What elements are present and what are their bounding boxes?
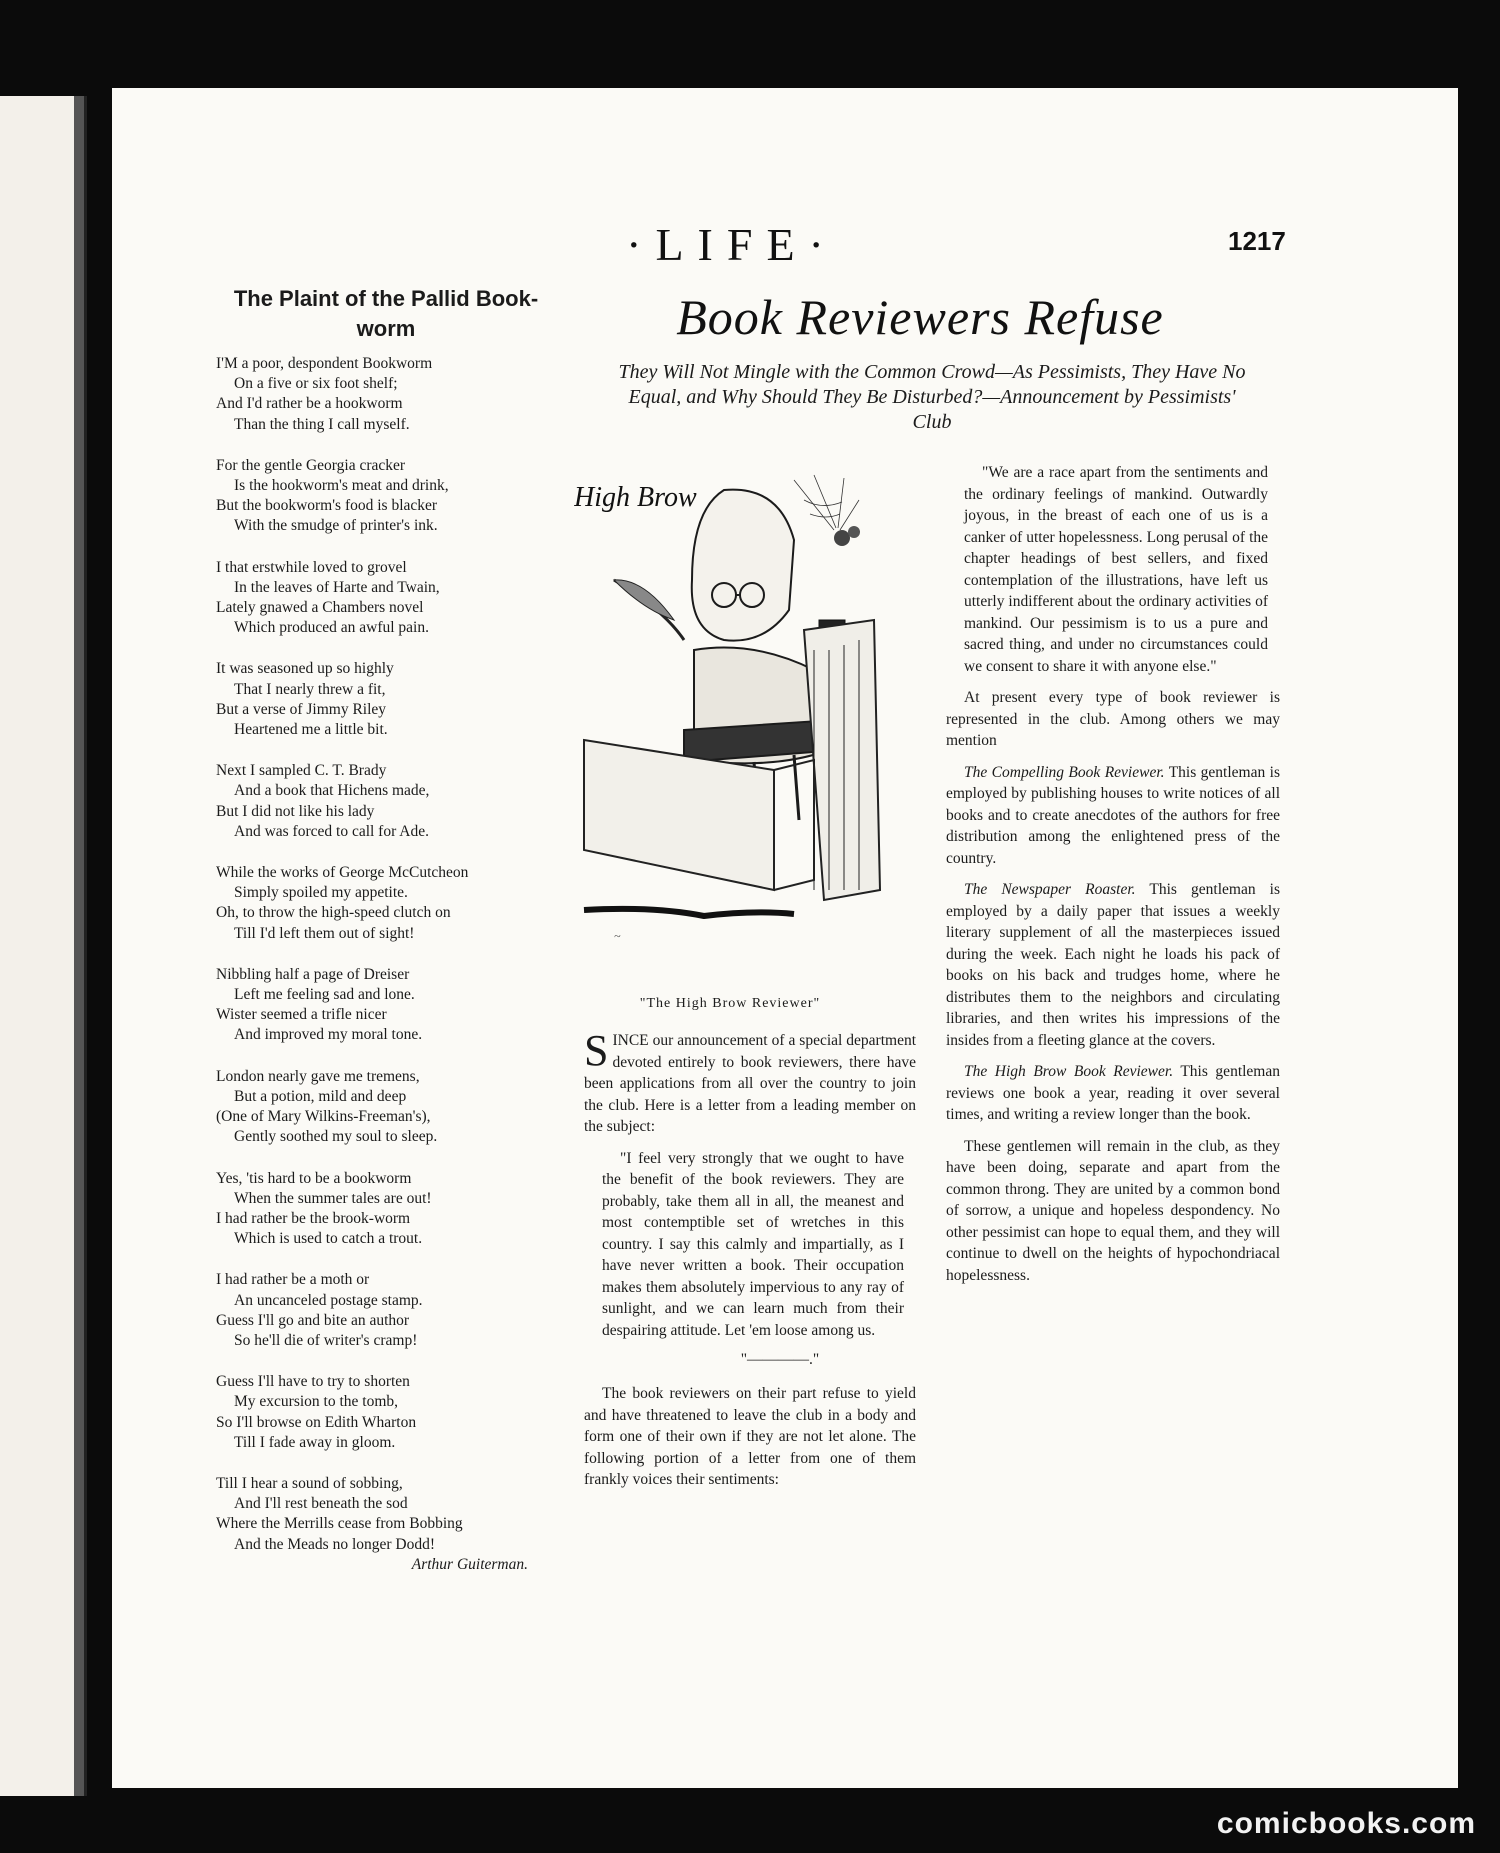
poem-line: But a verse of Jimmy Riley [216,700,387,718]
poem-line: Yes, 'tis hard to be a bookworm [216,1169,412,1187]
poem-line: Next I sampled C. T. Brady [216,762,387,780]
poem-line: Till I hear a sound of sobbing, [216,1474,403,1492]
poem-title: The Plaint of the Pallid Book-worm [233,286,539,341]
article-column-right [946,462,1280,1296]
poem-line: I had rather be a moth or [216,1271,370,1289]
poem-line: Is the hookworm's meat and drink, [234,477,449,495]
second-letter-quote: "We are a race apart from the sentiments and the ordinary feelings of mankind. Outwardly joyous, in the breast of each one of us is a canker of utter hopelessness. Long perusal of the chapter headings of best sellers, and fixed contemplation of the illustrations, have left us utterly indifferent about the ordinary activities of mankind. Our pessimism is to us a pure and sacred thing, and under no circumstances could we consent to share it with anyone else." [964,464,1268,675]
paragraph-4: These gentlemen will remain in the club, as they have been doing, separate and apart from the common throng. They are united by a common bond of sorrow, a unique and hopeless despondency. No other pessimist can hope to equal them, and they will continue to dwell on the heights of hypochondriacal hopelessness. [946,1137,1280,1284]
poem-line: When the summer tales are out! [234,1189,432,1207]
poem-line: Guess I'll have to try to shorten [216,1373,410,1391]
poem-line: Where the Merrills cease from Bobbing [216,1515,463,1533]
poem-line: On a five or six foot shelf; [234,375,398,393]
poem-stanza [216,1067,556,1148]
poem-line: With the smudge of printer's ink. [234,517,438,535]
poem-line: Wister seemed a trifle nicer [216,1006,387,1024]
poem-stanza [216,1372,556,1453]
poem-line: (One of Mary Wilkins-Freeman's), [216,1108,431,1126]
poem-line: And was forced to call for Ade. [234,822,429,840]
poem-stanza [216,761,556,842]
spider-web-drawing [794,475,859,530]
poem-line: Oh, to throw the high-speed clutch on [216,904,451,922]
article-headline: Book Reviewers Refuse [676,289,1164,345]
poem-line: But the bookworm's food is blacker [216,497,438,515]
reviewer-type-newspaper: The Newspaper Roaster. This gentleman is employed by a daily paper that issues a weekly literary supplement of all the masterpieces issued during the week. Each night he loads his pack of books on his back and trudges home, where he distributes them to the neighbors and circulating libraries, and then writes his impressions of the insides from a fleeting glance at the covers. [946,881,1281,1049]
poem-line: And I'll rest beneath the sod [234,1495,408,1513]
poem-line: Than the thing I call myself. [234,415,410,433]
article-deck: They Will Not Mingle with the Common Crowd—As Pessimists, They Have No Equal, and Why Should They Be Disturbed?—Announcement by Pessimists' Club [618,361,1246,433]
page-number: 1217 [1228,226,1286,256]
poem-stanzas [216,354,556,1555]
poem-line: And improved my moral tone. [234,1026,423,1044]
poem-line: Gently soothed my soul to sleep. [234,1128,438,1146]
poem-line: That I nearly threw a fit, [234,680,386,698]
poem-line: An uncanceled postage stamp. [234,1291,423,1309]
poem-line: Which is used to catch a trout. [234,1230,423,1248]
poem-line: But I did not like his lady [216,802,375,820]
flower-drawing [834,530,850,546]
poem [216,284,556,1574]
poem-author: Arthur Guiterman. [411,1555,528,1573]
poem-line: Till I'd left them out of sight! [234,924,415,942]
poem-line: London nearly gave me tremens, [216,1067,420,1085]
intro-paragraph: SINCE our announcement of a special department devoted entirely to book reviewers, there have been applications from all over the country to join the club. Here is a letter from a leading member on the subject: [584,1026,916,1135]
poem-line: So I'll browse on Edith Wharton [216,1413,417,1431]
poem-line: Guess I'll go and bite an author [216,1311,410,1329]
poem-line: For the gentle Georgia cracker [216,456,406,474]
illustration-label: High Brow [574,482,697,513]
poem-line: While the works of George McCutcheon [216,864,469,882]
poem-line: So he'll die of writer's cramp! [234,1331,418,1349]
watermark: comicbooks.com [1216,1807,1476,1840]
poem-stanza [216,659,556,740]
poem-line: But a potion, mild and deep [234,1087,407,1105]
poem-line: I had rather be the brook-worm [216,1209,411,1227]
ground-hatching [584,909,794,916]
paragraph-3: At present every type of book reviewer is represented in the club. Among others we may mention [946,689,1280,749]
poem-stanza [216,863,556,944]
poem-stanza [216,965,556,1046]
poem-stanza [216,1169,556,1250]
poem-stanza [216,354,556,435]
letter-signature: "————." [740,1351,820,1368]
poem-line: I that erstwhile loved to grovel [216,558,407,576]
paragraph-2: The book reviewers on their part refuse to yield and have threatened to leave the club in a body and form one of their own if they are not let alone. The following portion of a letter from one of them frankly voices their sentiments: [584,1385,916,1488]
poem-stanza [216,456,556,537]
poem-line: And I'd rather be a hookworm [216,395,403,413]
binding-edge [0,96,87,1796]
poem-stanza [216,1474,556,1555]
poem-line: Which produced an awful pain. [234,619,429,637]
poem-line: Left me feeling sad and lone. [234,986,415,1004]
poem-line: Heartened me a little bit. [234,721,388,739]
poem-line: Simply spoiled my appetite. [234,884,408,902]
poem-line: And the Meads no longer Dodd! [234,1535,436,1553]
article-column-middle [584,1026,916,1501]
poem-line: It was seasoned up so highly [216,660,394,678]
poem-line: I'M a poor, despondent Bookworm [216,355,433,372]
poem-line: Nibbling half a page of Dreiser [216,965,410,983]
reviewer-type-high-brow: The High Brow Book Reviewer. This gentleman reviews one book a year, reading it over several times, and writing a review longer than the book. [946,1063,1280,1123]
poem-stanza [216,558,556,639]
illustration [574,470,886,956]
poem-line: In the leaves of Harte and Twain, [234,578,440,596]
reviewer-type-compelling: The Compelling Book Reviewer. This gentleman is employed by publishing houses to write notices of all books and to create anecdotes of the authors for free distribution among the enlightened press of the country. [946,763,1280,867]
drop-cap: S [584,1026,609,1075]
masthead: ·LIFE· [626,219,838,270]
poem-line: Till I fade away in gloom. [234,1433,396,1451]
poem-line: And a book that Hichens made, [234,782,430,800]
poem-line: My excursion to the tomb, [234,1393,399,1411]
first-letter-quote: "I feel very strongly that we ought to have the benefit of the book reviewers. They are probably, take them all in all, the meanest and most contemptible set of wretches in this country. I say this calmly and impartially, as I have never written a book. Their occupation makes them absolutely impervious to any ray of sunlight, and we can learn much from their despairing attitude. Let 'em loose among us. [602,1149,904,1339]
poem-stanza [216,1270,556,1351]
poem-line: Lately gnawed a Chambers novel [216,599,424,617]
svg-text:~: ~ [614,929,621,943]
illustration-caption: "The High Brow Reviewer" [639,996,821,1011]
